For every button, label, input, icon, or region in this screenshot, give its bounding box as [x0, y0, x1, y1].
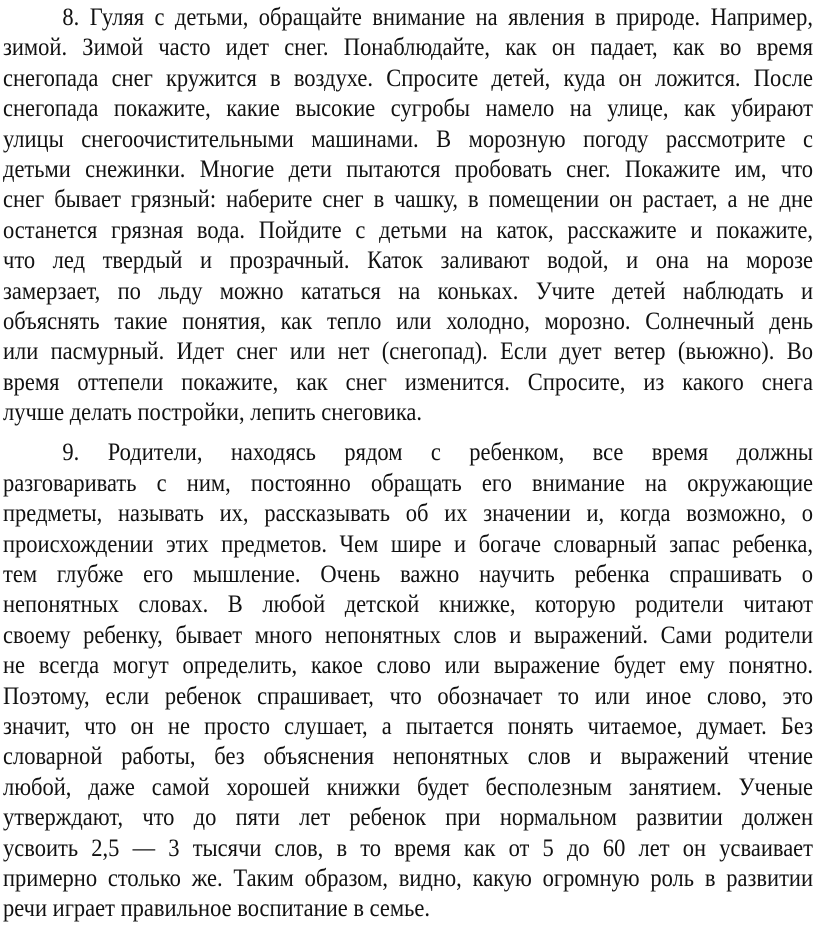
text-line: своему ребенку, бывает много непонятных слов и выражений. Сами родители	[3, 621, 813, 649]
text-line: тем глубже его мышление. Очень важно научить ребенка спрашивать о	[3, 561, 813, 589]
text-line: замерзает, по льду можно кататься на коньках. Учите детей наблюдать и	[3, 277, 813, 305]
text-line: улицы снегоочистительными машинами. В морозную погоду рассмотрите с	[3, 125, 813, 153]
text-line: усвоить 2,5 — 3 тысячи слов, в то время как от 5 до 60 лет он усваивает	[3, 834, 813, 862]
text-line: предметы, называть их, рассказывать об их значении и, когда возможно, о	[3, 500, 813, 528]
text-line: Поэтому, если ребенок спрашивает, что обозначает то или иное слово, это	[3, 682, 813, 710]
paragraph-8	[3, 3, 813, 428]
document-page	[3, 3, 813, 935]
text-line: любой, даже самой хорошей книжки будет бесполезным занятием. Ученые	[3, 773, 813, 801]
text-line: снег бывает грязный: наберите снег в чашку, в помещении он растает, а не дне	[3, 186, 813, 214]
text-line: речи играет правильное воспитание в семье.	[3, 895, 430, 923]
text-line: зимой. Зимой часто идет снег. Понаблюдайте, как он падает, как во время	[3, 34, 813, 62]
text-line: снегопада снег кружится в воздухе. Спросите детей, куда он ложится. После	[3, 64, 813, 92]
text-line: примерно столько же. Таким образом, видно, какую огромную роль в развитии	[3, 864, 813, 892]
text-line: значит, что он не просто слушает, а пытается понять читаемое, думает. Без	[3, 712, 813, 740]
text-line: детьми снежинки. Многие дети пытаются пробовать снег. Покажите им, что	[3, 155, 813, 183]
text-line: время оттепели покажите, как снег изменится. Спросите, из какого снега	[3, 368, 813, 396]
text-line: словарной работы, без объяснения непонятных слов и выражений чтение	[3, 743, 813, 771]
text-line: лучше делать постройки, лепить снеговика.	[3, 399, 423, 427]
text-line: объяснять такие понятия, как тепло или холодно, морозно. Солнечный день	[3, 307, 813, 335]
text-line: утверждают, что до пяти лет ребенок при нормальном развитии должен	[3, 804, 813, 832]
text-line: не всегда могут определить, какое слово или выражение будет ему понятно.	[3, 652, 813, 680]
text-line: 9. Родители, находясь рядом с ребенком, все время должны	[62, 439, 813, 467]
text-line: непонятных словах. В любой детской книжке, которую родители читают	[3, 591, 813, 619]
paragraph-9	[3, 438, 813, 924]
text-line: или пасмурный. Идет снег или нет (снегопад). Если дует ветер (вьюжно). Во	[3, 338, 813, 366]
text-line: останется грязная вода. Пойдите с детьми на каток, расскажите и покажите,	[3, 216, 813, 244]
text-line: разговаривать с ним, постоянно обращать его внимание на окружающие	[3, 469, 813, 497]
text-line: что лед твердый и прозрачный. Каток заливают водой, и она на морозе	[3, 247, 813, 275]
text-line: снегопада покажите, какие высокие сугробы намело на улице, как убирают	[3, 95, 813, 123]
text-line: 8. Гуляя с детьми, обращайте внимание на явления в природе. Например,	[62, 4, 813, 31]
text-line: происхождении этих предметов. Чем шире и богаче словарный запас ребенка,	[3, 530, 813, 558]
